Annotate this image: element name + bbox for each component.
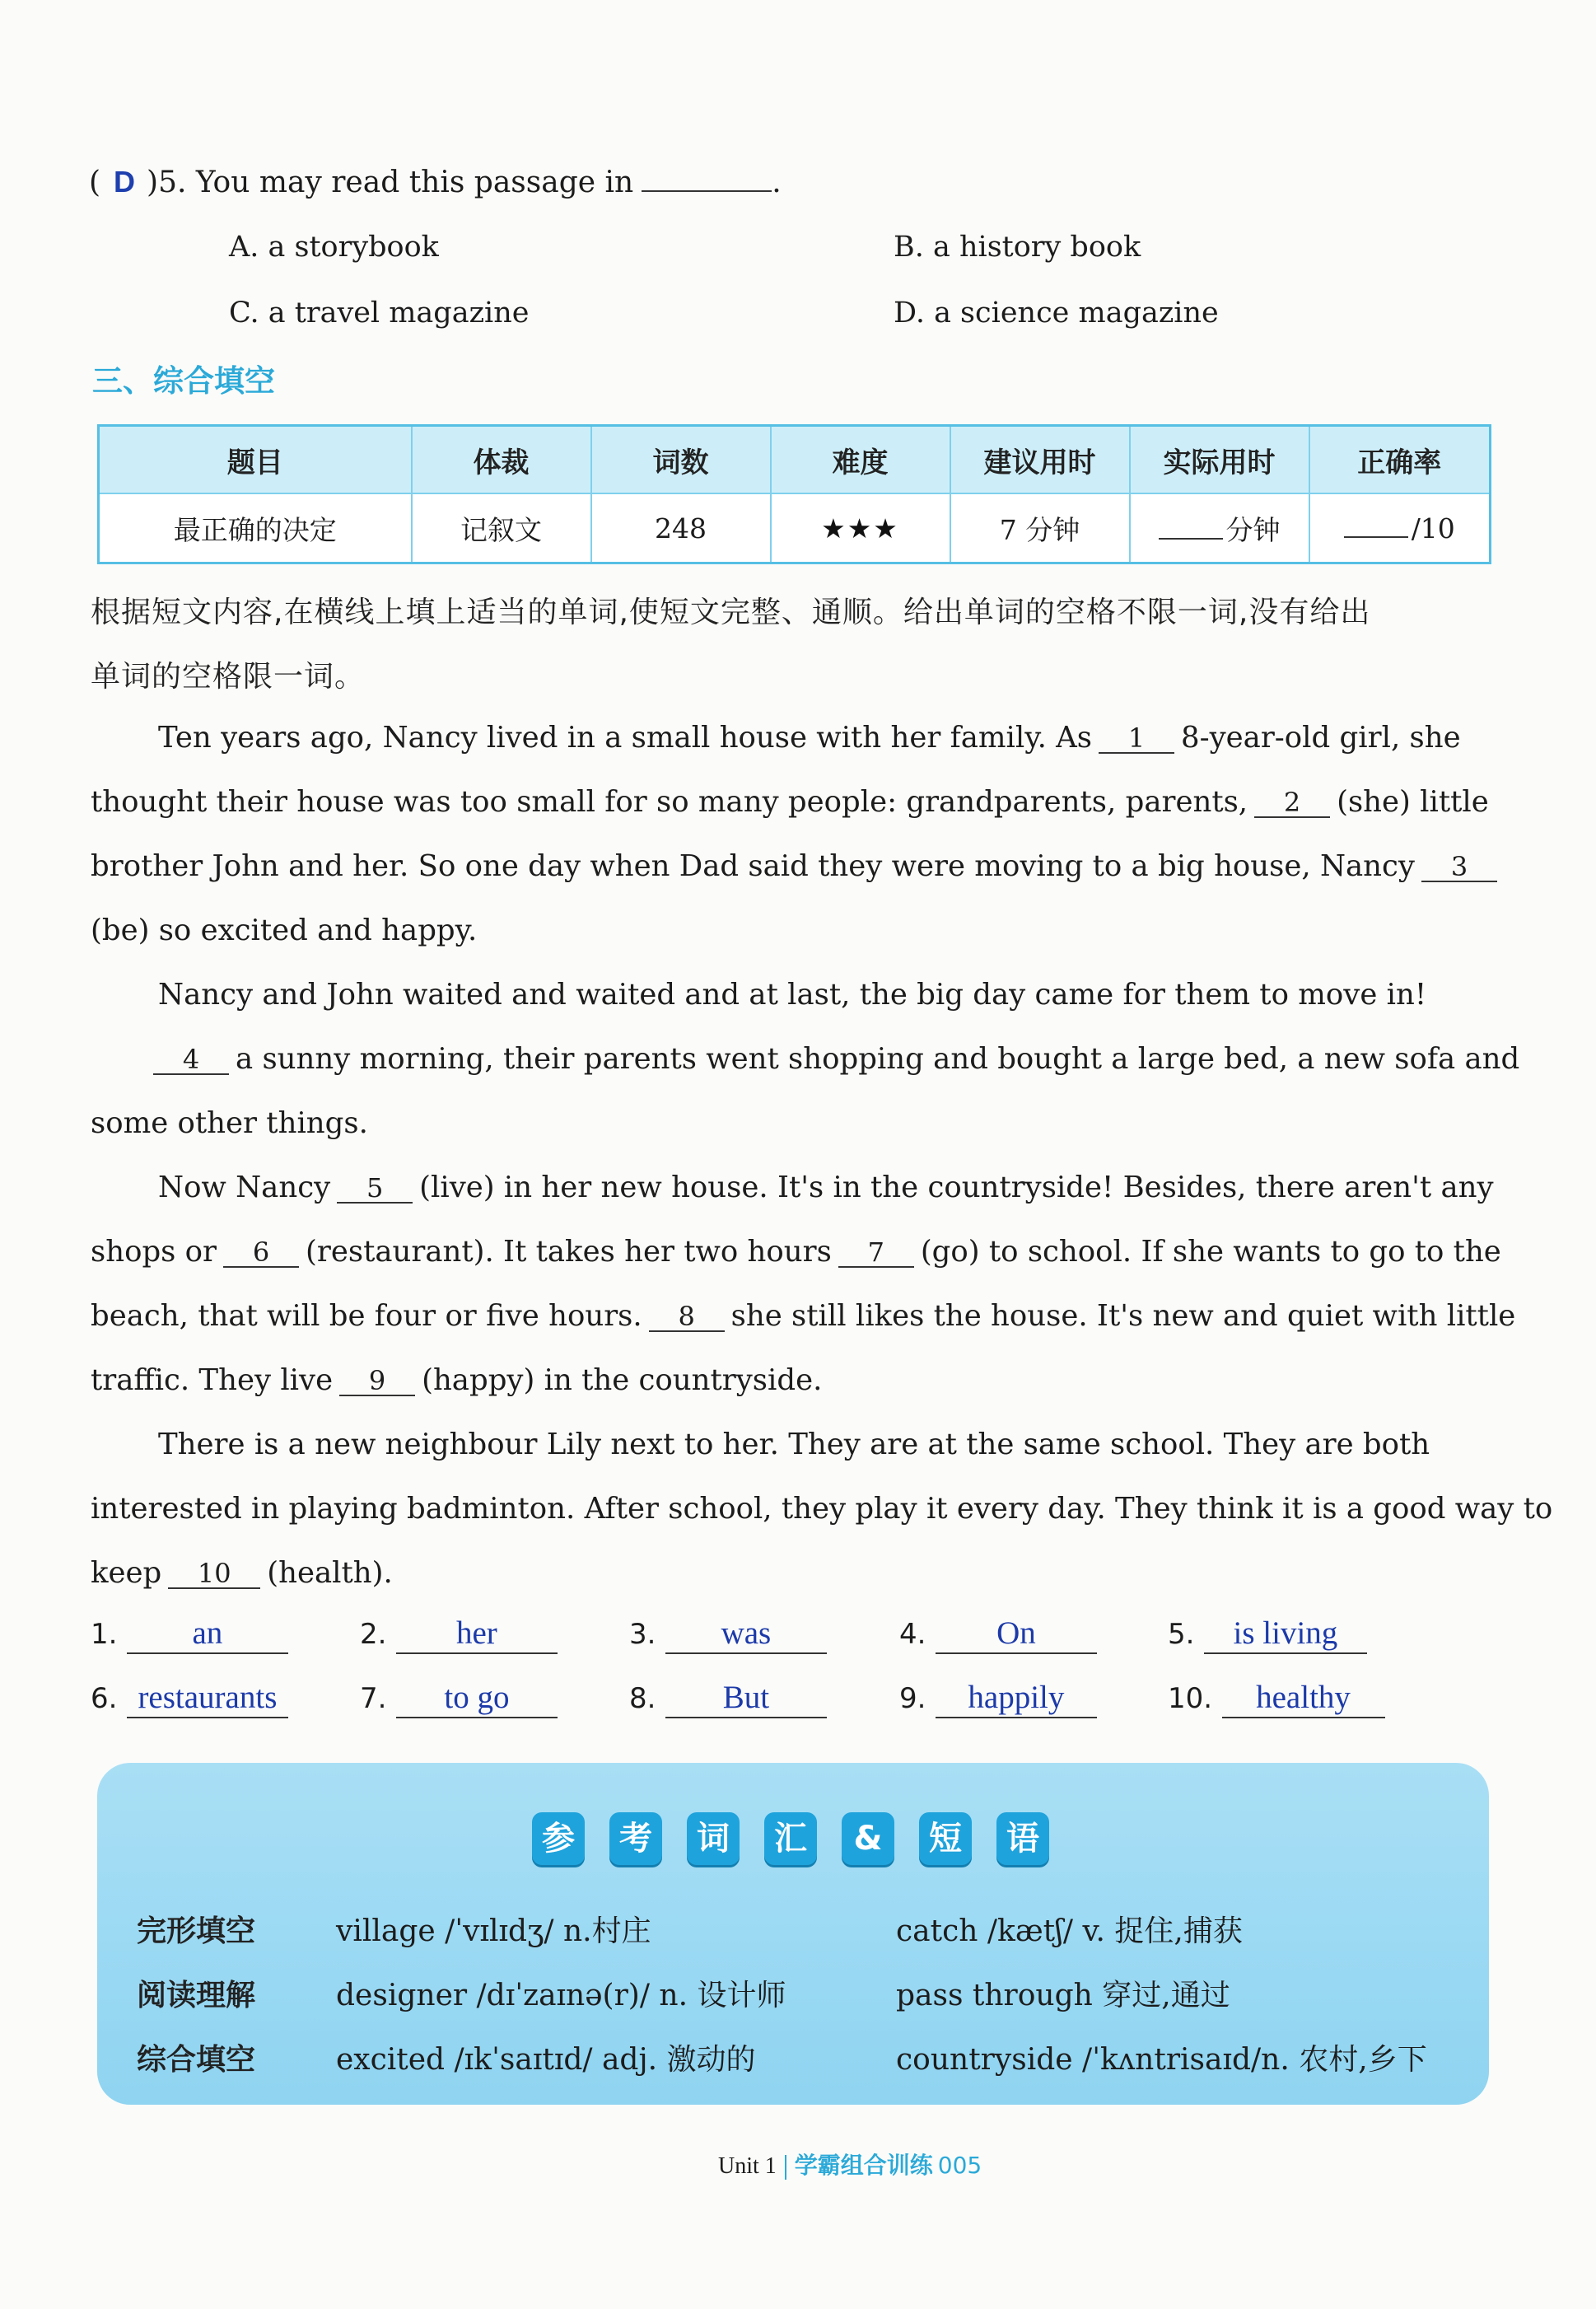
- footer-divider: [785, 2155, 786, 2180]
- q5-option-d: D. a science magazine: [894, 297, 1219, 330]
- table-header-row: [99, 426, 1491, 494]
- answer-10: 10. healthy: [1168, 1679, 1385, 1718]
- vocab-label: 完形填空: [137, 1914, 256, 1948]
- reference-vocabulary-box: [97, 1763, 1489, 2105]
- blank-9: 9: [339, 1367, 415, 1396]
- vocab-title: [532, 1812, 1074, 1865]
- q5-option-a: A. a storybook: [229, 231, 439, 264]
- vocab-entry: excited /ɪkˈsaɪtɪd/ adj. 激动的: [336, 2043, 756, 2077]
- blank-7: 7: [838, 1238, 914, 1268]
- blank-6: 6: [223, 1238, 299, 1268]
- header-suggested-time: 建议用时: [950, 426, 1130, 494]
- blank-5: 5: [337, 1174, 413, 1204]
- answer-value: her: [396, 1615, 558, 1654]
- vocab-entry: village /ˈvɪlɪdʒ/ n.村庄: [336, 1914, 651, 1948]
- cell-actual-time: [1130, 493, 1309, 563]
- title-tile: 参: [532, 1812, 585, 1865]
- header-title: 题目: [99, 426, 412, 494]
- answer-value: to go: [396, 1679, 558, 1718]
- blank-8: 8: [649, 1302, 725, 1332]
- vocab-label: 阅读理解: [137, 1979, 256, 2012]
- answer-8: 8. But: [629, 1679, 827, 1718]
- passage-line: shops or 6 (restaurant). It takes her two hours 7 (go) to school. If she wants to go to the: [91, 1235, 1501, 1269]
- title-tile: 语: [996, 1812, 1049, 1865]
- cell-suggested-time: 7 分钟: [950, 493, 1130, 563]
- passage-line: traffic. They live 9 (happy) in the countryside.: [91, 1363, 823, 1397]
- accuracy-blank: [1344, 516, 1408, 538]
- blank-1: 1: [1099, 724, 1174, 754]
- q5-number: )5.: [147, 166, 187, 199]
- cell-genre: 记叙文: [412, 493, 591, 563]
- answer-value: On: [936, 1615, 1097, 1654]
- answer-value: is living: [1204, 1615, 1367, 1654]
- footer-brand: 学霸组合训练: [794, 2152, 933, 2179]
- passage-line: There is a new neighbour Lily next to her. They are at the same school. They are both: [158, 1428, 1430, 1461]
- accuracy-denominator: /10: [1411, 512, 1455, 545]
- passage-line: some other things.: [91, 1106, 368, 1140]
- q5-option-c: C. a travel magazine: [229, 297, 530, 330]
- vocab-label: 综合填空: [137, 2043, 256, 2077]
- instructions-line-1: 根据短文内容,在横线上填上适当的单词,使短文完整、通顺。给出单词的空格不限一词,没有给出: [91, 596, 1371, 629]
- passage-line: interested in playing badminton. After school, they play it every day. They think it is a good way to: [91, 1492, 1553, 1526]
- header-genre: 体裁: [412, 426, 591, 494]
- table-row: [99, 493, 1491, 563]
- section-title: 三、综合填空: [92, 363, 275, 399]
- passage-line: thought their house was too small for so many people: grandparents, parents, 2 (she) little: [91, 785, 1489, 819]
- answer-value: But: [665, 1679, 827, 1718]
- question-5: ( D )5. You may read this passage in .: [89, 165, 782, 199]
- q5-blank: [642, 167, 772, 192]
- passage-line: (be) so excited and happy.: [91, 914, 478, 947]
- actual-time-unit: 分钟: [1225, 513, 1281, 546]
- footer-unit: Unit 1: [718, 2153, 777, 2179]
- q5-answer: D: [114, 165, 136, 199]
- blank-10: 10: [168, 1559, 260, 1589]
- answer-value: an: [127, 1615, 288, 1654]
- blank-3: 3: [1421, 853, 1497, 882]
- exercise-info-table: [97, 424, 1491, 564]
- vocab-entry: pass through 穿过,通过: [896, 1979, 1230, 2012]
- answer-value: healthy: [1222, 1679, 1385, 1718]
- answer-2: 2. her: [360, 1615, 558, 1654]
- answer-7: 7. to go: [360, 1679, 558, 1718]
- q5-stem: You may read this passage in: [195, 166, 634, 199]
- answer-9: 9. happily: [899, 1679, 1097, 1718]
- title-tile: 汇: [764, 1812, 817, 1865]
- passage-line: keep 10 (health).: [91, 1556, 393, 1590]
- title-tile: 考: [609, 1812, 662, 1865]
- passage-line: beach, that will be four or five hours. 8 she still likes the house. It's new and quiet with little: [91, 1299, 1516, 1333]
- vocab-entry: countryside /ˈkʌntrisaɪd/n. 农村,乡下: [896, 2043, 1427, 2077]
- q5-option-b: B. a history book: [894, 231, 1141, 264]
- vocab-entry: catch /kætʃ/ v. 捉住,捕获: [896, 1914, 1243, 1948]
- passage-line: 4 a sunny morning, their parents went shopping and bought a large bed, a new sofa and: [153, 1027, 1519, 1091]
- answer-value: was: [665, 1615, 827, 1654]
- header-accuracy: 正确率: [1309, 426, 1491, 494]
- passage-line: Ten years ago, Nancy lived in a small house with her family. As 1 8-year-old girl, she: [158, 721, 1461, 755]
- answer-6: 6. restaurants: [91, 1679, 288, 1718]
- cell-accuracy: [1309, 493, 1491, 563]
- header-words: 词数: [591, 426, 771, 494]
- title-tile: 短: [919, 1812, 972, 1865]
- answer-value: restaurants: [127, 1679, 288, 1718]
- title-tile: 词: [687, 1812, 740, 1865]
- answer-3: 3. was: [629, 1615, 827, 1654]
- cell-title: 最正确的决定: [99, 493, 412, 563]
- actual-time-blank: [1159, 518, 1223, 540]
- difficulty-stars: ★★★: [771, 493, 950, 563]
- answer-value: happily: [936, 1679, 1097, 1718]
- vocab-entry: designer /dɪˈzaɪnə(r)/ n. 设计师: [336, 1979, 786, 2012]
- page-number: 005: [937, 2152, 982, 2179]
- cell-words: 248: [591, 493, 771, 563]
- page-footer: [718, 2148, 982, 2180]
- header-actual-time: 实际用时: [1130, 426, 1309, 494]
- header-difficulty: 难度: [771, 426, 950, 494]
- passage-line: brother John and her. So one day when Dad said they were moving to a big house, Nancy 3: [91, 834, 1504, 899]
- answer-5: 5. is living: [1168, 1615, 1367, 1654]
- blank-2: 2: [1254, 788, 1330, 818]
- blank-4: 4: [153, 1045, 229, 1075]
- title-tile: &: [842, 1812, 894, 1865]
- passage-line: Nancy and John waited and waited and at last, the big day came for them to move in!: [158, 978, 1427, 1012]
- instructions-line-2: 单词的空格限一词。: [91, 660, 366, 694]
- answer-4: 4. On: [899, 1615, 1097, 1654]
- passage-line: Now Nancy 5 (live) in her new house. It's in the countryside! Besides, there aren't any: [158, 1171, 1494, 1204]
- answer-1: 1. an: [91, 1615, 288, 1654]
